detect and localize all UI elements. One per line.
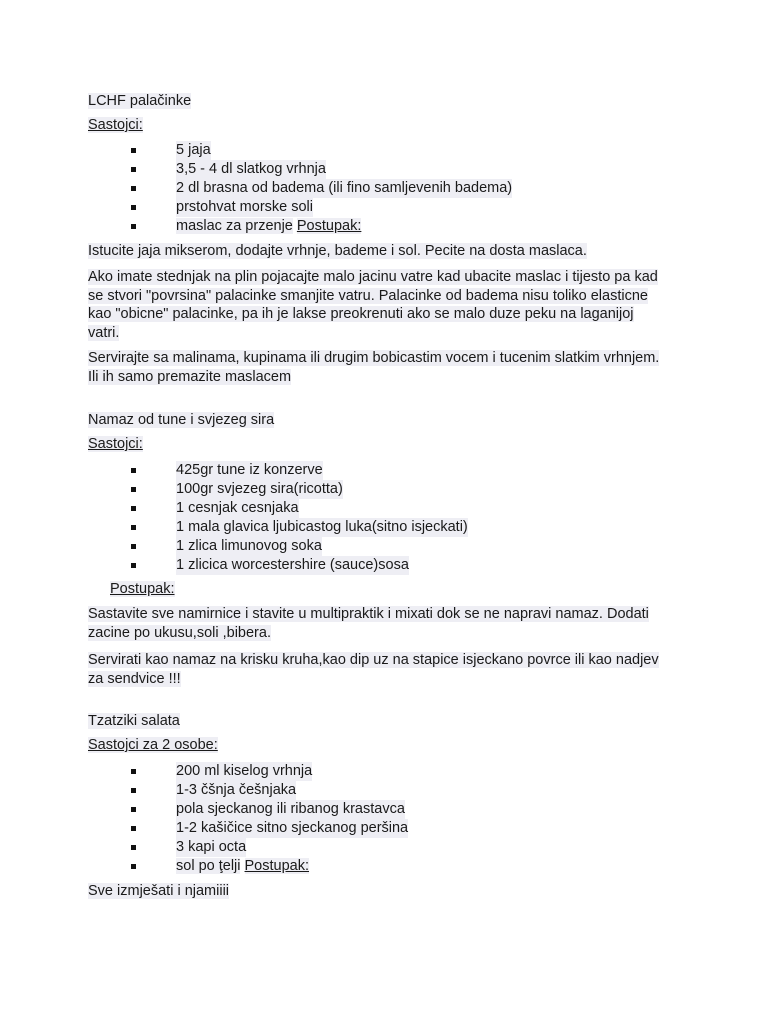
bullet-icon bbox=[131, 788, 136, 793]
recipe-2-title: Namaz od tune i svjezeg sira bbox=[88, 412, 275, 428]
bullet-icon bbox=[131, 807, 136, 812]
document-page: LCHF palačinke Sastojci: 5 jaja 3,5 - 4 dl slatkog vrhnja 2 dl brasna od badema (ili fino samljevenih badema) prstohvat morske soli maslac za przenje Postupak: Istucite jaja mikserom, dodajte vrhnje, bademe i sol. Pecite na dosta maslaca. Ako imate stednjak na plin pojacajte malo jacinu vatre kad ubacite maslac i tijesto pa kad se stvori "povrsina" palacinke smanjite vatru. Palacinke od badema nisu toliko elasticne kao "obicne" palacinke, pa ih je lakse preokrenuti ako se malo duze peku na laganijoj vatri. Servirajte sa malinama, kupinama ili drugim bobicastim vocem i tucenim slatkim vrhnjem. Ili ih samo premazite maslacem Namaz od tune i svjezeg sira Sastojci: 425gr tune iz konzerve 100gr svjezeg sira(ricotta) 1 cesnjak cesnjaka 1 mala glavica ljubicastog luka(sitno isjeckati) 1 zlica limunovog soka 1 zlicica worcestershire (sauce)sosa Postupak: Sastavite sve namirnice i stavite u multipraktik i mixati dok se ne napravi namaz. Dodati zacine po ukusu,soli ,bibera. Servirati kao namaz na krisku kruha,kao dip uz na stapice isjeckano povrce ili kao nadjev za sendvice !!! Tzatziki salata Sastojci za 2 osobe: 200 ml kiselog vrhnja 1-3 čšnja češnjaka pola sjeckanog ili ribanog krastavca 1-2 kašičice sitno sjeckanog peršina 3 kapi octa sol po ţelji Postupak: Sve izmješati i njamiiii bbox=[0, 0, 768, 1024]
recipe-3-paragraph-1: Sve izmješati i njamiiii bbox=[88, 883, 230, 899]
recipe-3-method-label: Postupak: bbox=[244, 858, 310, 874]
bullet-icon bbox=[131, 487, 136, 492]
bullet-icon bbox=[131, 167, 136, 172]
recipe-2-paragraph-1: Sastavite sve namirnice i stavite u multipraktik i mixati dok se ne napravi namaz. Dodati zacine po ukusu,soli ,bibera. bbox=[88, 606, 649, 641]
recipe-1-method-label: Postupak: bbox=[296, 218, 362, 234]
recipe-3-ingredients-label: Sastojci za 2 osobe: bbox=[88, 737, 218, 753]
bullet-icon bbox=[131, 525, 136, 530]
recipe-1-ingredients-label: Sastojci: bbox=[88, 117, 143, 133]
bullet-icon bbox=[131, 826, 136, 831]
bullet-icon bbox=[131, 468, 136, 473]
bullet-icon bbox=[131, 506, 136, 511]
recipe-3-title: Tzatziki salata bbox=[88, 713, 180, 729]
recipe-1-paragraph-1: Istucite jaja mikserom, dodajte vrhnje, bademe i sol. Pecite na dosta maslaca. bbox=[88, 243, 587, 259]
recipe-2-method-label: Postupak: bbox=[110, 581, 175, 597]
recipe-1-title: LCHF palačinke bbox=[88, 93, 192, 109]
bullet-icon bbox=[131, 186, 136, 191]
bullet-icon bbox=[131, 563, 136, 568]
bullet-icon bbox=[131, 224, 136, 229]
bullet-icon bbox=[131, 148, 136, 153]
recipe-1-paragraph-3: Servirajte sa malinama, kupinama ili drugim bobicastim vocem i tucenim slatkim vrhnjem. Ili ih samo premazite maslacem bbox=[88, 350, 660, 385]
recipe-2-paragraph-2: Servirati kao namaz na krisku kruha,kao dip uz na stapice isjeckano povrce ili kao nadjev za sendvice !!! bbox=[88, 652, 659, 687]
bullet-icon bbox=[131, 544, 136, 549]
bullet-icon bbox=[131, 845, 136, 850]
bullet-icon bbox=[131, 864, 136, 869]
bullet-icon bbox=[131, 769, 136, 774]
recipe-1-paragraph-2: Ako imate stednjak na plin pojacajte malo jacinu vatre kad ubacite maslac i tijesto pa kad se stvori "povrsina" palacinke smanjite vatru. Palacinke od badema nisu toliko elasticne kao "obicne" palacinke, pa ih je lakse preokrenuti ako se malo duze peku na laganijoj vatri. bbox=[88, 269, 658, 341]
bullet-icon bbox=[131, 205, 136, 210]
recipe-2-ingredients-label: Sastojci: bbox=[88, 436, 143, 452]
